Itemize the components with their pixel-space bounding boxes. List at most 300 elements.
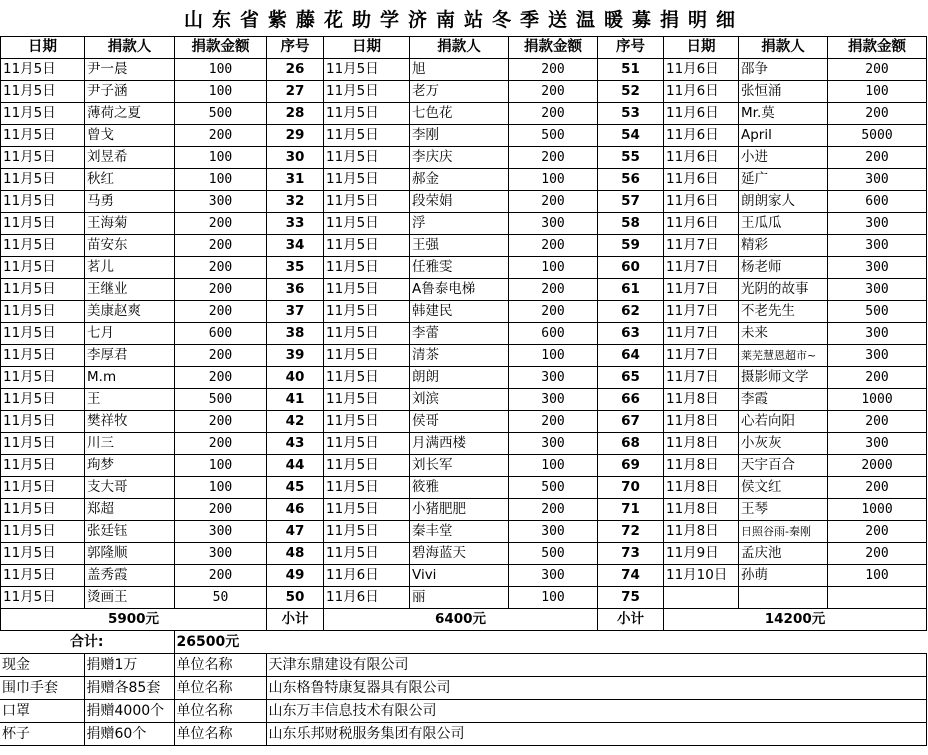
- amount-cell: 1000: [828, 389, 927, 411]
- table-row: [1, 323, 927, 345]
- amount-cell: 2000: [828, 455, 927, 477]
- date-cell: 11月5日: [1, 477, 85, 499]
- goods-quantity: 捐赠1万: [84, 654, 174, 677]
- date-cell: 11月7日: [664, 257, 739, 279]
- seq-cell: 71: [598, 499, 664, 521]
- amount-cell: 200: [828, 103, 927, 125]
- amount-cell: 200: [828, 367, 927, 389]
- donor-cell: 老万: [410, 81, 509, 103]
- amount-cell: 300: [828, 213, 927, 235]
- date-cell: 11月6日: [664, 147, 739, 169]
- date-cell: 11月7日: [664, 367, 739, 389]
- table-row: [1, 521, 927, 543]
- donor-cell: 刘长军: [410, 455, 509, 477]
- table-row: [1, 389, 927, 411]
- amount-cell: 300: [828, 323, 927, 345]
- date-cell: 11月5日: [1, 565, 85, 587]
- table-row: [1, 543, 927, 565]
- amount-cell: 100: [175, 147, 267, 169]
- donor-cell: 朗朗家人: [739, 191, 828, 213]
- amount-cell: 300: [828, 257, 927, 279]
- page-title: 山东省紫藤花助学济南站冬季送温暖募捐明细: [183, 8, 744, 31]
- donor-cell: 张恒涌: [739, 81, 828, 103]
- date-cell: 11月5日: [1, 543, 85, 565]
- table-row: [1, 81, 927, 103]
- donor-cell: 珣梦: [85, 455, 175, 477]
- date-cell: 11月10日: [664, 565, 739, 587]
- seq-cell: 47: [267, 521, 324, 543]
- donor-cell: 旭: [410, 59, 509, 81]
- amount-cell: 200: [175, 301, 267, 323]
- amount-cell: 300: [175, 543, 267, 565]
- seq-cell: 34: [267, 235, 324, 257]
- donor-cell: 刘滨: [410, 389, 509, 411]
- donor-cell: 郑超: [85, 499, 175, 521]
- total-value: 26500元: [174, 631, 926, 654]
- amount-cell: 500: [175, 103, 267, 125]
- date-cell: 11月5日: [1, 323, 85, 345]
- amount-cell: 200: [509, 147, 598, 169]
- seq-cell: 65: [598, 367, 664, 389]
- amount-cell: 300: [828, 433, 927, 455]
- date-cell: 11月6日: [664, 59, 739, 81]
- table-row: [1, 147, 927, 169]
- date-cell: 11月5日: [324, 257, 410, 279]
- date-cell: 11月5日: [324, 169, 410, 191]
- date-cell: 11月5日: [324, 521, 410, 543]
- seq-cell: 70: [598, 477, 664, 499]
- goods-type: 口罩: [0, 700, 84, 723]
- seq-cell: 66: [598, 389, 664, 411]
- table-row: [1, 345, 927, 367]
- amount-cell: 300: [828, 235, 927, 257]
- date-cell: 11月5日: [324, 389, 410, 411]
- amount-cell: 5000: [828, 125, 927, 147]
- seq-cell: 68: [598, 433, 664, 455]
- date-cell: 11月5日: [1, 125, 85, 147]
- date-cell: 11月5日: [1, 345, 85, 367]
- amount-cell: 500: [509, 125, 598, 147]
- donor-cell: 刘昱希: [85, 147, 175, 169]
- donor-cell: 邵争: [739, 59, 828, 81]
- amount-cell: 200: [175, 499, 267, 521]
- date-cell: 11月5日: [1, 235, 85, 257]
- table-row: [1, 125, 927, 147]
- donor-cell: 侯哥: [410, 411, 509, 433]
- seq-cell: 60: [598, 257, 664, 279]
- date-cell: 11月6日: [324, 565, 410, 587]
- date-cell: 11月5日: [1, 59, 85, 81]
- amount-cell: 100: [175, 81, 267, 103]
- amount-cell: 200: [509, 411, 598, 433]
- company-name: 山东乐邦财税服务集团有限公司: [266, 723, 926, 746]
- donor-cell: 王琴: [739, 499, 828, 521]
- date-cell: 11月5日: [324, 279, 410, 301]
- seq-cell: 42: [267, 411, 324, 433]
- date-cell: 11月5日: [324, 411, 410, 433]
- amount-cell: 600: [828, 191, 927, 213]
- date-cell: 11月5日: [1, 411, 85, 433]
- donor-cell: 川三: [85, 433, 175, 455]
- donor-cell: Vivi: [410, 565, 509, 587]
- amount-cell: 50: [175, 587, 267, 609]
- amount-cell: 300: [828, 345, 927, 367]
- amount-cell: 500: [509, 477, 598, 499]
- amount-cell: 200: [509, 59, 598, 81]
- donor-cell: 未来: [739, 323, 828, 345]
- donor-cell: 秋红: [85, 169, 175, 191]
- seq-cell: 72: [598, 521, 664, 543]
- seq-cell: 41: [267, 389, 324, 411]
- seq-cell: 44: [267, 455, 324, 477]
- date-cell: 11月8日: [664, 433, 739, 455]
- table-row: [1, 433, 927, 455]
- table-row: [1, 455, 927, 477]
- amount-cell: 200: [509, 499, 598, 521]
- date-cell: 11月5日: [324, 345, 410, 367]
- donor-cell: 张廷钰: [85, 521, 175, 543]
- amount-cell: 200: [509, 191, 598, 213]
- seq-cell: 32: [267, 191, 324, 213]
- seq-cell: 57: [598, 191, 664, 213]
- date-cell: 11月8日: [664, 455, 739, 477]
- seq-cell: 51: [598, 59, 664, 81]
- date-cell: 11月5日: [324, 125, 410, 147]
- date-cell: 11月8日: [664, 499, 739, 521]
- donor-cell: 茗儿: [85, 257, 175, 279]
- donor-cell: 天宇百合: [739, 455, 828, 477]
- date-cell: 11月5日: [1, 103, 85, 125]
- company-name: 天津东鼎建设有限公司: [266, 654, 926, 677]
- date-cell: 11月6日: [664, 213, 739, 235]
- date-cell: 11月5日: [324, 323, 410, 345]
- donor-cell: 七色花: [410, 103, 509, 125]
- seq-cell: 28: [267, 103, 324, 125]
- amount-cell: 100: [828, 565, 927, 587]
- seq-cell: 61: [598, 279, 664, 301]
- header-date: 日期: [664, 37, 739, 59]
- date-cell: 11月5日: [324, 301, 410, 323]
- header-seq: 序号: [598, 37, 664, 59]
- donor-cell: 樊祥牧: [85, 411, 175, 433]
- seq-cell: 67: [598, 411, 664, 433]
- seq-cell: 62: [598, 301, 664, 323]
- header-seq: 序号: [267, 37, 324, 59]
- header-donor: 捐款人: [739, 37, 828, 59]
- date-cell: 11月6日: [664, 191, 739, 213]
- donor-cell: 朗朗: [410, 367, 509, 389]
- date-cell: 11月8日: [664, 477, 739, 499]
- goods-quantity: 捐赠各85套: [84, 677, 174, 700]
- seq-cell: 46: [267, 499, 324, 521]
- amount-cell: 200: [175, 125, 267, 147]
- donor-cell: 王继业: [85, 279, 175, 301]
- donor-cell: 王海菊: [85, 213, 175, 235]
- total-row: [0, 631, 926, 654]
- amount-cell: 100: [509, 257, 598, 279]
- goods-quantity: 捐赠60个: [84, 723, 174, 746]
- subtotal-label: 小计: [598, 609, 664, 631]
- goods-type: 围巾手套: [0, 677, 84, 700]
- donor-cell: [739, 587, 828, 609]
- amount-cell: 100: [175, 477, 267, 499]
- donor-cell: 碧海蓝天: [410, 543, 509, 565]
- donor-cell: 盖秀霞: [85, 565, 175, 587]
- donor-cell: 李蕾: [410, 323, 509, 345]
- donor-cell: 郭隆顺: [85, 543, 175, 565]
- donor-cell: 尹子涵: [85, 81, 175, 103]
- unit-name-label: 单位名称: [174, 700, 266, 723]
- donor-cell: 七月: [85, 323, 175, 345]
- date-cell: 11月7日: [664, 323, 739, 345]
- donor-cell: 李刚: [410, 125, 509, 147]
- amount-cell: 300: [509, 213, 598, 235]
- date-cell: 11月5日: [324, 213, 410, 235]
- amount-cell: 100: [509, 345, 598, 367]
- seq-cell: 27: [267, 81, 324, 103]
- seq-cell: 26: [267, 59, 324, 81]
- amount-cell: 300: [175, 191, 267, 213]
- date-cell: 11月7日: [664, 279, 739, 301]
- amount-cell: 200: [175, 345, 267, 367]
- donor-cell: 浮: [410, 213, 509, 235]
- date-cell: 11月5日: [324, 235, 410, 257]
- seq-cell: 75: [598, 587, 664, 609]
- amount-cell: 300: [509, 521, 598, 543]
- amount-cell: 300: [509, 389, 598, 411]
- seq-cell: 74: [598, 565, 664, 587]
- amount-cell: 200: [175, 257, 267, 279]
- donor-cell: 郝金: [410, 169, 509, 191]
- amount-cell: 100: [175, 59, 267, 81]
- donor-cell: 孙萌: [739, 565, 828, 587]
- date-cell: 11月5日: [324, 367, 410, 389]
- date-cell: 11月6日: [664, 81, 739, 103]
- header-amount: 捐款金额: [509, 37, 598, 59]
- seq-cell: 56: [598, 169, 664, 191]
- date-cell: 11月5日: [1, 147, 85, 169]
- date-cell: 11月5日: [324, 59, 410, 81]
- date-cell: 11月8日: [664, 411, 739, 433]
- table-row: [1, 411, 927, 433]
- donor-cell: 马勇: [85, 191, 175, 213]
- amount-cell: 200: [175, 367, 267, 389]
- table-row: [1, 59, 927, 81]
- amount-cell: 600: [509, 323, 598, 345]
- table-row: [1, 235, 927, 257]
- amount-cell: 500: [828, 301, 927, 323]
- donor-cell: 烫画王: [85, 587, 175, 609]
- donor-cell: 心若向阳: [739, 411, 828, 433]
- amount-cell: 300: [509, 367, 598, 389]
- date-cell: 11月5日: [1, 279, 85, 301]
- seq-cell: 54: [598, 125, 664, 147]
- date-cell: 11月6日: [664, 125, 739, 147]
- seq-cell: 52: [598, 81, 664, 103]
- seq-cell: 58: [598, 213, 664, 235]
- donor-cell: 王: [85, 389, 175, 411]
- amount-cell: 200: [828, 59, 927, 81]
- date-cell: 11月5日: [1, 587, 85, 609]
- donor-cell: 侯文红: [739, 477, 828, 499]
- amount-cell: 200: [828, 147, 927, 169]
- donor-cell: 韩建民: [410, 301, 509, 323]
- date-cell: 11月5日: [324, 543, 410, 565]
- amount-cell: 300: [175, 521, 267, 543]
- donor-cell: 摄影师文学: [739, 367, 828, 389]
- donor-cell: 清茶: [410, 345, 509, 367]
- unit-name-label: 单位名称: [174, 723, 266, 746]
- seq-cell: 49: [267, 565, 324, 587]
- amount-cell: 300: [828, 169, 927, 191]
- table-row: [1, 279, 927, 301]
- amount-cell: 300: [509, 565, 598, 587]
- seq-cell: 35: [267, 257, 324, 279]
- amount-cell: 200: [175, 411, 267, 433]
- amount-cell: 200: [175, 433, 267, 455]
- goods-quantity: 捐赠4000个: [84, 700, 174, 723]
- amount-cell: 200: [509, 301, 598, 323]
- date-cell: 11月7日: [664, 301, 739, 323]
- donor-cell: April: [739, 125, 828, 147]
- donor-cell: 月满西楼: [410, 433, 509, 455]
- date-cell: 11月5日: [324, 477, 410, 499]
- amount-cell: 100: [509, 455, 598, 477]
- seq-cell: 43: [267, 433, 324, 455]
- donor-cell: 苗安东: [85, 235, 175, 257]
- donor-cell: 尹一晨: [85, 59, 175, 81]
- subtotal-row: [1, 609, 927, 631]
- donor-cell: 小猪肥肥: [410, 499, 509, 521]
- seq-cell: 40: [267, 367, 324, 389]
- table-row: [1, 213, 927, 235]
- amount-cell: 500: [509, 543, 598, 565]
- donor-cell: 杨老师: [739, 257, 828, 279]
- seq-cell: 45: [267, 477, 324, 499]
- company-name: 山东格鲁特康复器具有限公司: [266, 677, 926, 700]
- amount-cell: 600: [175, 323, 267, 345]
- total-label: 合计:: [0, 631, 174, 654]
- donor-cell: 孟庆池: [739, 543, 828, 565]
- seq-cell: 59: [598, 235, 664, 257]
- amount-cell: 300: [509, 433, 598, 455]
- date-cell: [664, 587, 739, 609]
- goods-type: 现金: [0, 654, 84, 677]
- header-date: 日期: [1, 37, 85, 59]
- subtotal-value-3: 14200元: [664, 609, 927, 631]
- amount-cell: 200: [828, 411, 927, 433]
- donor-cell: 王强: [410, 235, 509, 257]
- subtotal-value-2: 6400元: [324, 609, 598, 631]
- date-cell: 11月7日: [664, 345, 739, 367]
- date-cell: 11月8日: [664, 389, 739, 411]
- date-cell: 11月9日: [664, 543, 739, 565]
- amount-cell: 200: [828, 477, 927, 499]
- date-cell: 11月5日: [1, 367, 85, 389]
- date-cell: 11月6日: [664, 103, 739, 125]
- seq-cell: 73: [598, 543, 664, 565]
- goods-type: 杯子: [0, 723, 84, 746]
- amount-cell: 100: [828, 81, 927, 103]
- table-row: [1, 191, 927, 213]
- table-row: [1, 499, 927, 521]
- donor-cell: 李霞: [739, 389, 828, 411]
- seq-cell: 64: [598, 345, 664, 367]
- table-row: [1, 565, 927, 587]
- date-cell: 11月5日: [324, 455, 410, 477]
- seq-cell: 69: [598, 455, 664, 477]
- date-cell: 11月5日: [1, 213, 85, 235]
- table-row: [1, 587, 927, 609]
- donor-cell: Mr.莫: [739, 103, 828, 125]
- seq-cell: 39: [267, 345, 324, 367]
- date-cell: 11月5日: [324, 499, 410, 521]
- date-cell: 11月5日: [324, 191, 410, 213]
- date-cell: 11月8日: [664, 521, 739, 543]
- date-cell: 11月5日: [1, 191, 85, 213]
- amount-cell: 1000: [828, 499, 927, 521]
- date-cell: 11月5日: [1, 389, 85, 411]
- header-donor: 捐款人: [410, 37, 509, 59]
- date-cell: 11月5日: [324, 433, 410, 455]
- seq-cell: 38: [267, 323, 324, 345]
- amount-cell: 100: [509, 587, 598, 609]
- donor-cell: 精彩: [739, 235, 828, 257]
- donor-cell: 莱芜慧恩超市~: [739, 345, 828, 367]
- date-cell: 11月5日: [1, 455, 85, 477]
- amount-cell: 200: [175, 235, 267, 257]
- donor-cell: 筱雅: [410, 477, 509, 499]
- donor-cell: 小灰灰: [739, 433, 828, 455]
- date-cell: 11月6日: [664, 169, 739, 191]
- subtotal-value-1: 5900元: [1, 609, 267, 631]
- donor-cell: 不老先生: [739, 301, 828, 323]
- donor-cell: 日照谷雨-秦刚: [739, 521, 828, 543]
- amount-cell: [828, 587, 927, 609]
- table-row: [1, 301, 927, 323]
- donor-cell: A鲁泰电梯: [410, 279, 509, 301]
- seq-cell: 53: [598, 103, 664, 125]
- date-cell: 11月5日: [324, 81, 410, 103]
- donation-table: [0, 36, 927, 631]
- amount-cell: 200: [509, 81, 598, 103]
- amount-cell: 100: [175, 169, 267, 191]
- goods-row: [0, 723, 926, 746]
- seq-cell: 36: [267, 279, 324, 301]
- amount-cell: 100: [509, 169, 598, 191]
- seq-cell: 55: [598, 147, 664, 169]
- table-row: [1, 103, 927, 125]
- donor-cell: 任雅雯: [410, 257, 509, 279]
- seq-cell: 33: [267, 213, 324, 235]
- seq-cell: 29: [267, 125, 324, 147]
- donor-cell: 曾戈: [85, 125, 175, 147]
- header-date: 日期: [324, 37, 410, 59]
- subtotal-label: 小计: [267, 609, 324, 631]
- amount-cell: 200: [175, 213, 267, 235]
- amount-cell: 200: [828, 543, 927, 565]
- amount-cell: 200: [175, 565, 267, 587]
- summary-section: [0, 630, 927, 746]
- donor-cell: 薄荷之夏: [85, 103, 175, 125]
- date-cell: 11月5日: [1, 499, 85, 521]
- donor-cell: 李厚君: [85, 345, 175, 367]
- donor-cell: 延广: [739, 169, 828, 191]
- donor-cell: 支大哥: [85, 477, 175, 499]
- date-cell: 11月6日: [324, 587, 410, 609]
- date-cell: 11月5日: [324, 147, 410, 169]
- amount-cell: 200: [828, 521, 927, 543]
